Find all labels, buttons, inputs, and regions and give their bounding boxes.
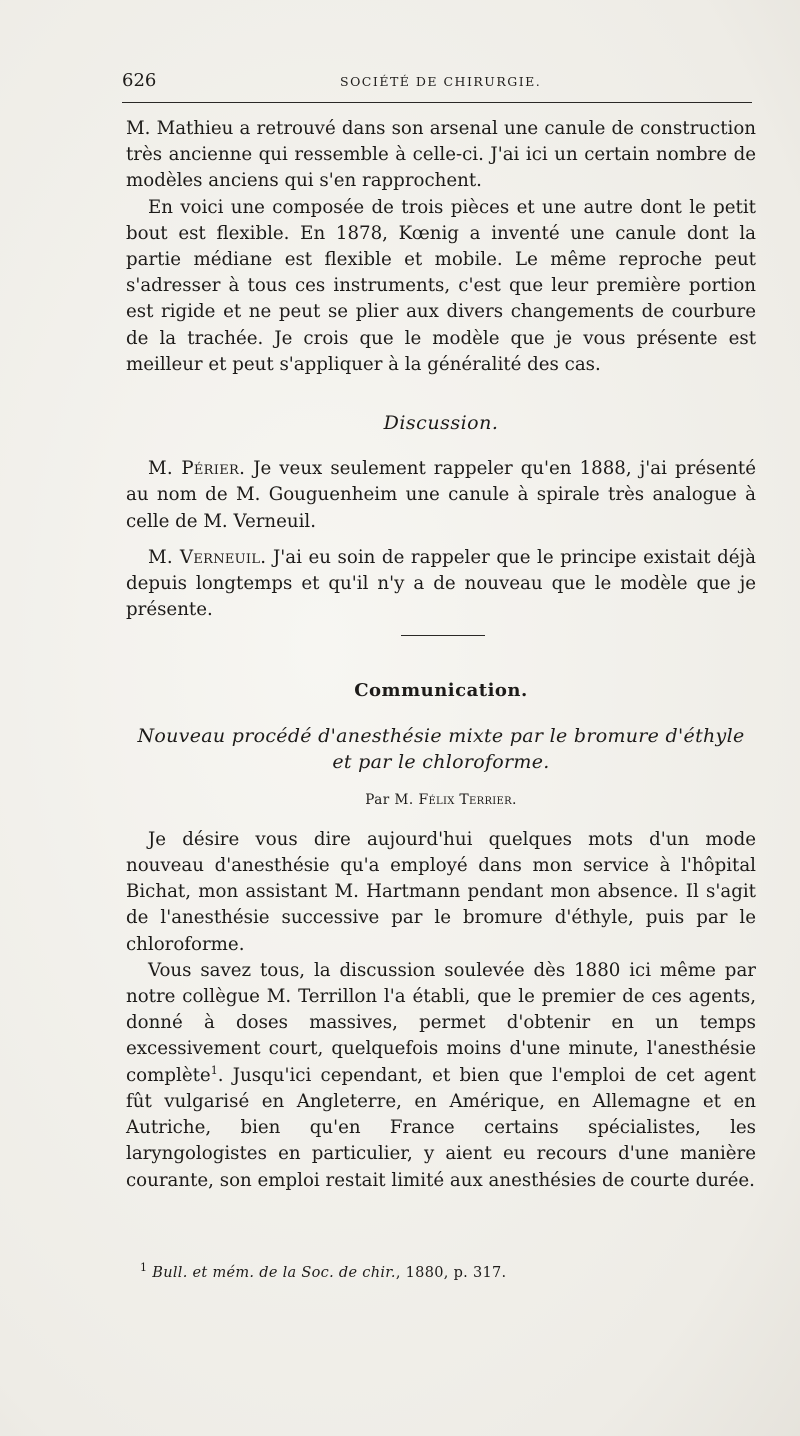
byline xyxy=(126,787,756,813)
paragraph-mathieu: M. Mathieu a retrouvé dans son arsenal une canule de construction très ancienne qui ressemble à celle-ci. J'ai ici un certain nombre de modèles anciens qui s'en rapprochent. xyxy=(126,118,756,192)
speaker-verneuil: M. Verneuil. xyxy=(148,546,267,568)
paragraph-anesthesia-intro: Je désire vous dire aujourd'hui quelques mots d'un mode nouveau d'anesthésie qu'a employé dans mon service à l'hôpital Bichat, mon assistant M. Hartmann pendant mon absence. Il s'agit de l'anesthésie successive par le bromure d'éthyle, puis par le chloroforme. xyxy=(126,828,756,955)
header-rule xyxy=(122,102,752,103)
page-number: 626 xyxy=(122,70,157,91)
speaker-perier: M. Périer. xyxy=(148,458,246,480)
section-divider xyxy=(401,635,485,636)
footnote-mark: 1 xyxy=(140,1261,148,1275)
paragraph-bromide-history xyxy=(126,958,756,1194)
main-text xyxy=(126,116,756,1194)
perier-remark: Je veux seulement rappeler qu'en 1888, j'ai présenté au nom de M. Gouguenheim une canule à spirale très analogue à celle de M. Verneuil. xyxy=(126,458,756,532)
footnote-details: , 1880, p. 317. xyxy=(395,1265,507,1281)
history-text-end: . Jusqu'ici cependant, et bien que l'emploi de cet agent fût vulgarisé en Angleterre, en Amérique, en Allemagne et en Autriche, bien qu'en France certains spécialistes, les laryngologistes en particulier, y aient eu recours d'une manière courante, son emploi restait limité aux anesthésies de courte durée. xyxy=(126,1064,756,1191)
footnote-reference: 1 xyxy=(210,1063,218,1077)
footnote-source: Bull. et mém. de la Soc. de chir. xyxy=(152,1265,396,1281)
running-title: SOCIÉTÉ DE CHIRURGIE. xyxy=(340,74,542,89)
article-title-line-1: Nouveau procédé d'anesthésie mixte par le bromure d'éthyle xyxy=(137,724,745,747)
article-title xyxy=(126,723,756,775)
paragraph-flexible-canula: En voici une composée de trois pièces et une autre dont le petit bout est flexible. En 1878, Kœnig a inventé une canule dont la partie médiane est flexible et mobile. Le même reproche peut s'adresser à tous ces instruments, c'est que leur première portion est rigide et ne peut se plier aux divers changements de courbure de la trachée. Je crois que le modèle que je vous présente est meilleur et peut s'appliquer à la généralité des cas. xyxy=(126,196,756,375)
page-header xyxy=(122,66,752,90)
byline-author: Félix Terrier. xyxy=(418,791,517,808)
communication-heading: Communication. xyxy=(354,680,528,702)
footnote xyxy=(140,1261,740,1281)
article-title-line-2: et par le chloroforme. xyxy=(332,750,550,773)
byline-prefix: Par M. xyxy=(365,791,419,808)
history-text-start: Vous savez tous, la discussion soulevée dès 1880 ici même par notre collègue M. Terrillon l'a établi, que le premier de ces agents, donné à doses massives, permet d'obtenir en un temps excessivement court, quelquefois moins d'une minute, l'anesthésie complète xyxy=(126,959,756,1086)
paragraph-perier xyxy=(126,456,756,535)
discussion-heading: Discussion. xyxy=(383,412,499,435)
verneuil-remark: J'ai eu soin de rappeler que le principe existait déjà depuis longtemps et qu'il n'y a de nouveau que le modèle que je présente. xyxy=(126,546,756,621)
paragraph-verneuil xyxy=(126,545,756,624)
